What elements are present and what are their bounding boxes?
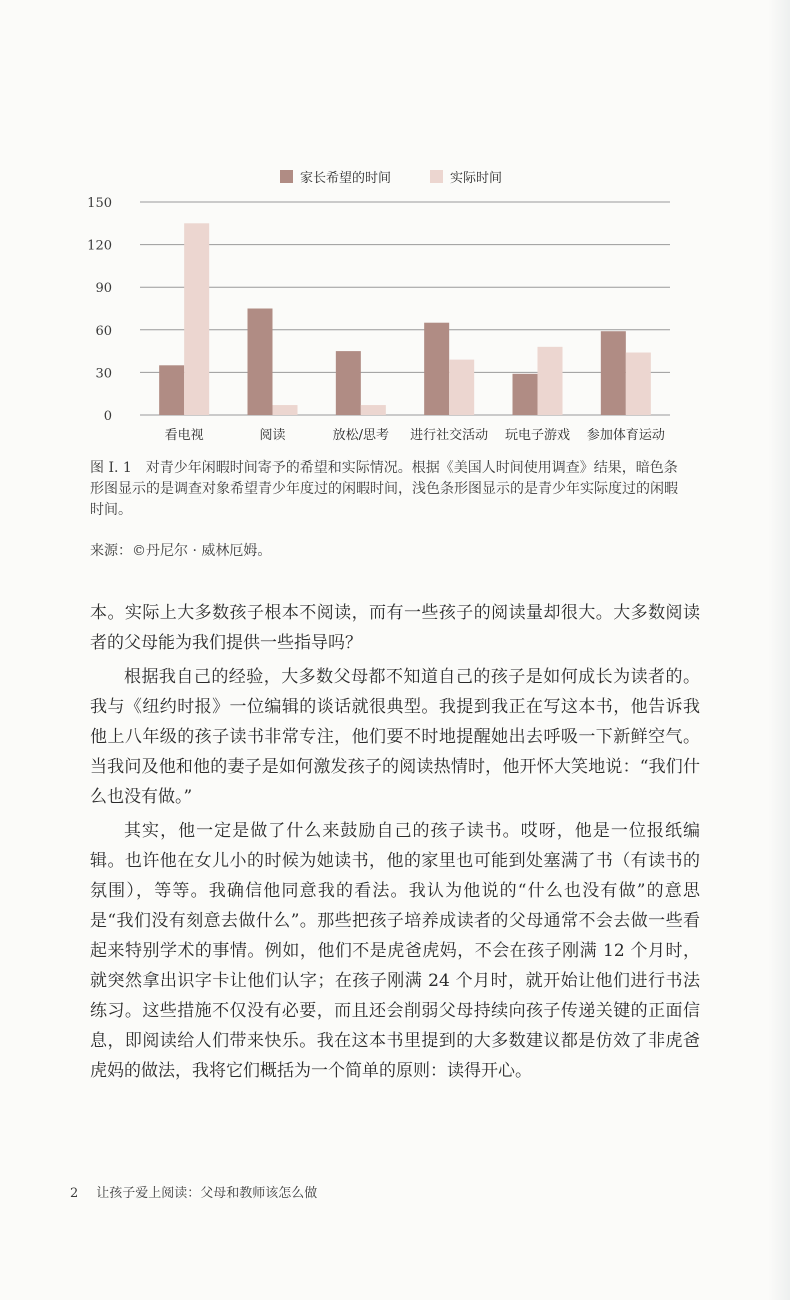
page-edge-shadow (768, 0, 790, 1300)
running-title: 让孩子爱上阅读：父母和教师该怎么做 (96, 1186, 318, 1201)
bar-desired (601, 331, 626, 415)
page-footer (70, 1182, 317, 1201)
legend-swatch (280, 170, 293, 183)
y-tick-label: 120 (87, 238, 112, 254)
x-tick-label: 阅读 (259, 428, 286, 443)
bar-actual (273, 405, 298, 415)
bar-chart (80, 150, 700, 450)
legend-label: 实际时间 (450, 171, 503, 186)
body-text (90, 598, 700, 1086)
x-tick-label: 玩电子游戏 (504, 428, 571, 443)
y-tick-label: 150 (87, 196, 112, 211)
bar-chart-svg (80, 150, 700, 450)
bar-actual (361, 405, 386, 415)
x-tick-label: 参加体育运动 (586, 428, 665, 443)
figure-number: 图 I. 1 (90, 460, 132, 476)
y-tick-label: 60 (95, 323, 112, 339)
paragraph: 根据我自己的经验，大多数父母都不知道自己的孩子是如何成长为读者的。我与《纽约时报》一位编辑的谈话就很典型。我提到我正在写这本书，他告诉我他上八年级的孩子读书非常专注，他们要不时地提醒她出去呼吸一下新鲜空气。当我问及他和他的妻子是如何激发孩子的阅读热情时，他开怀大笑地说：“我们什么也没有做。” (90, 667, 700, 807)
legend-label: 家长希望的时间 (300, 171, 392, 186)
bar-desired (424, 323, 449, 415)
bar-desired (248, 309, 273, 416)
bar-actual (538, 347, 563, 415)
figure-caption-text: 对青少年闲暇时间寄予的希望和实际情况。根据《美国人时间使用调查》结果，暗色条形图显示的是调查对象希望青少年度过的闲暇时间，浅色条形图显示的是青少年实际度过的闲暇时间。 (90, 460, 678, 518)
page-number: 2 (70, 1186, 79, 1201)
bar-actual (184, 223, 209, 415)
x-tick-label: 看电视 (164, 428, 204, 443)
figure-source: 来源：©丹尼尔 · 威林厄姆。 (90, 543, 272, 559)
legend-swatch (430, 170, 443, 183)
figure-caption (90, 458, 680, 521)
y-tick-label: 30 (95, 366, 112, 382)
y-tick-label: 0 (103, 409, 112, 424)
y-tick-label: 90 (95, 281, 112, 297)
bar-desired (159, 365, 184, 415)
bar-desired (513, 374, 538, 415)
bar-desired (336, 351, 361, 415)
x-tick-label: 进行社交活动 (410, 428, 489, 443)
paragraph: 其实，他一定是做了什么来鼓励自己的孩子读书。哎呀，他是一位报纸编辑。也许他在女儿小的时候为她读书，他的家里也可能到处塞满了书（有读书的氛围），等等。我确信他同意我的看法。我认为他说的“什么也没有做”的意思是“我们没有刻意去做什么”。那些把孩子培养成读者的父母通常不会去做一些看起来特别学术的事情。例如，他们不是虎爸虎妈，不会在孩子刚满 12 个月时，就突然拿出识字卡让他们认字；在孩子刚满 24 个月时，就开始让他们进行书法练习。这些措施不仅没有必要，而且还会削弱父母持续向孩子传递关键的正面信息，即阅读给人们带来快乐。我在这本书里提到的大多数建议都是仿效了非虎爸虎妈的做法，我将它们概括为一个简单的原则：读得开心。 (90, 821, 700, 1081)
bar-actual (626, 353, 651, 415)
x-tick-label: 放松/思考 (332, 428, 390, 443)
bar-actual (449, 360, 474, 415)
paragraph: 本。实际上大多数孩子根本不阅读，而有一些孩子的阅读量却很大。大多数阅读者的父母能为我们提供一些指导吗？ (90, 603, 700, 653)
